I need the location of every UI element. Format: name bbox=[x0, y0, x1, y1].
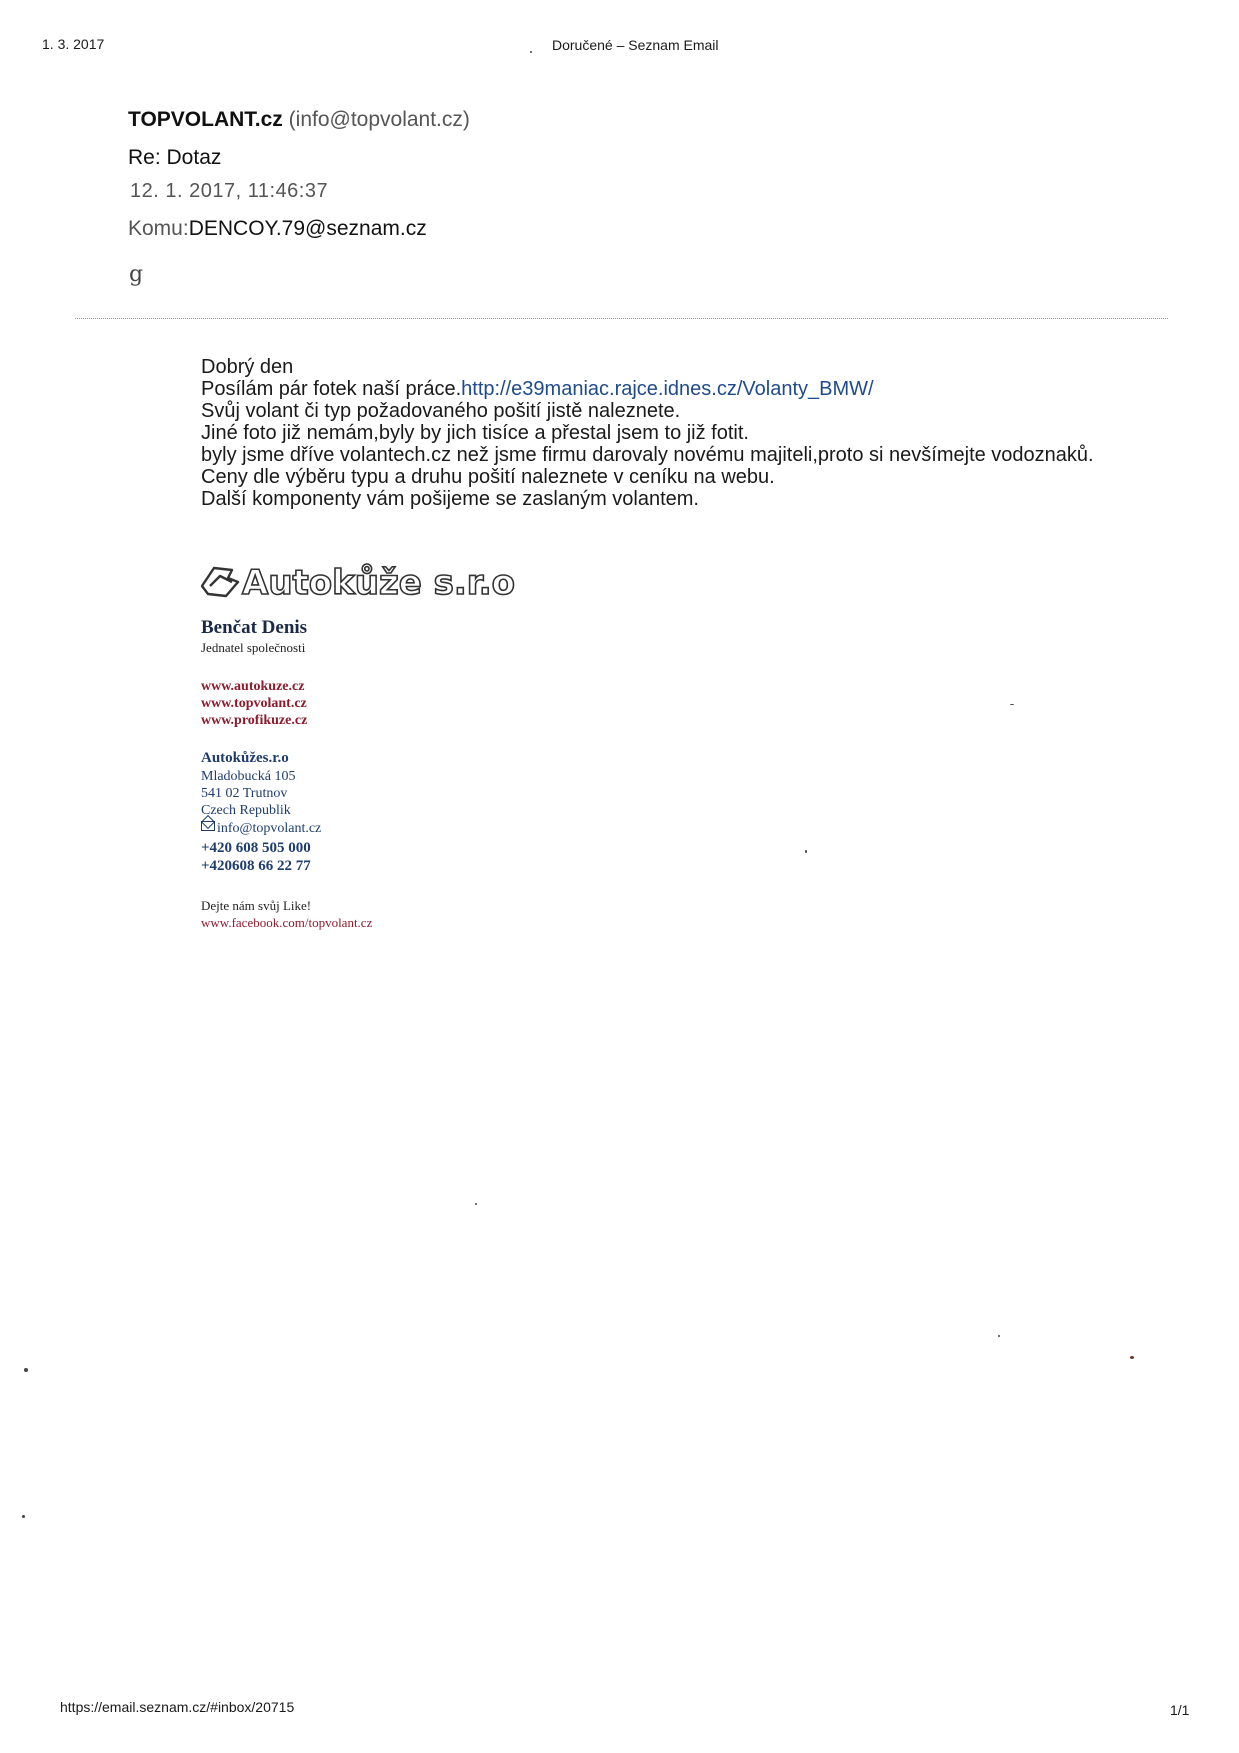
body-line-3: Jiné foto již nemám,byly by jich tisíce a přestal jsem to již fotit. bbox=[201, 422, 749, 444]
attachment-mark: g bbox=[129, 262, 144, 287]
email-body bbox=[201, 356, 1101, 510]
recipient-label: Komu: bbox=[128, 217, 189, 240]
body-line-4: byly jsme dříve volantech.cz než jsme firmu darovaly novému majiteli,proto si nevšímejte vodoznaků. bbox=[201, 444, 1094, 466]
email-subject: Re: Dotaz bbox=[128, 146, 222, 169]
photo-gallery-link[interactable]: http://e39maniac.rajce.idnes.cz/Volanty_BMW/ bbox=[461, 378, 874, 400]
body-line-2: Svůj volant či typ požadovaného pošití jistě naleznete. bbox=[201, 400, 681, 422]
facebook-link[interactable]: www.facebook.com/topvolant.cz bbox=[201, 915, 373, 930]
scan-speck bbox=[22, 1515, 25, 1518]
phone-number[interactable]: +420 608 505 000 bbox=[201, 840, 311, 856]
address-line: 541 02 Trutnov bbox=[201, 786, 288, 801]
header-divider bbox=[75, 318, 1168, 319]
body-line-6: Další komponenty vám pošijeme se zaslaným volantem. bbox=[201, 488, 699, 510]
scan-speck bbox=[998, 1335, 1000, 1337]
autokuze-logo bbox=[198, 556, 515, 603]
signature-name: Benčat Denis bbox=[201, 617, 308, 638]
website-link[interactable]: www.profikuze.cz bbox=[201, 713, 308, 728]
envelope-icon bbox=[201, 821, 215, 831]
body-line-5: Ceny dle výběru typu a druhu pošití naleznete v ceníku na webu. bbox=[201, 466, 775, 488]
scan-speck bbox=[805, 850, 807, 853]
like-text: Dejte nám svůj Like! bbox=[201, 898, 312, 913]
signature-websites bbox=[201, 678, 701, 729]
body-line-1 bbox=[201, 378, 1101, 400]
sender-name[interactable]: TOPVOLANT.cz bbox=[128, 108, 283, 131]
scan-speck bbox=[530, 51, 532, 53]
print-page-title: Doručené – Seznam Email bbox=[552, 37, 719, 53]
contact-email[interactable]: info@topvolant.cz bbox=[217, 821, 322, 836]
sender-email[interactable]: (info@topvolant.cz) bbox=[288, 108, 470, 131]
scan-speck bbox=[475, 1203, 477, 1205]
logo-wordmark: Autokůže s.r.o bbox=[242, 563, 515, 603]
address-line: Czech Republik bbox=[201, 803, 291, 818]
print-url: https://email.seznam.cz/#inbox/20715 bbox=[60, 1699, 295, 1715]
signature-role: Jednatel společnosti bbox=[201, 640, 306, 655]
print-page-number: 1/1 bbox=[1170, 1702, 1190, 1718]
scan-speck bbox=[1010, 704, 1014, 705]
body-line-1-text: Posílám pár fotek naší práce. bbox=[201, 378, 462, 400]
recipient-email[interactable]: DENCOY.79@seznam.cz bbox=[188, 217, 427, 240]
sender-line bbox=[128, 108, 470, 132]
company-name: Autokůžes.r.o bbox=[201, 750, 289, 766]
signature-block bbox=[201, 616, 701, 931]
scan-speck bbox=[1130, 1356, 1134, 1359]
website-link[interactable]: www.topvolant.cz bbox=[201, 696, 307, 711]
contact-email-row bbox=[201, 819, 701, 839]
address-line: Mladobucká 105 bbox=[201, 769, 296, 784]
phone-number[interactable]: +420608 66 22 77 bbox=[201, 858, 311, 874]
email-date: 12. 1. 2017, 11:46:37 bbox=[130, 180, 329, 202]
recipient-line bbox=[128, 217, 427, 241]
scan-speck bbox=[24, 1368, 28, 1372]
print-date: 1. 3. 2017 bbox=[42, 36, 105, 52]
body-greeting: Dobrý den bbox=[201, 356, 294, 378]
website-link[interactable]: www.autokuze.cz bbox=[201, 679, 305, 694]
company-contact bbox=[201, 749, 701, 875]
